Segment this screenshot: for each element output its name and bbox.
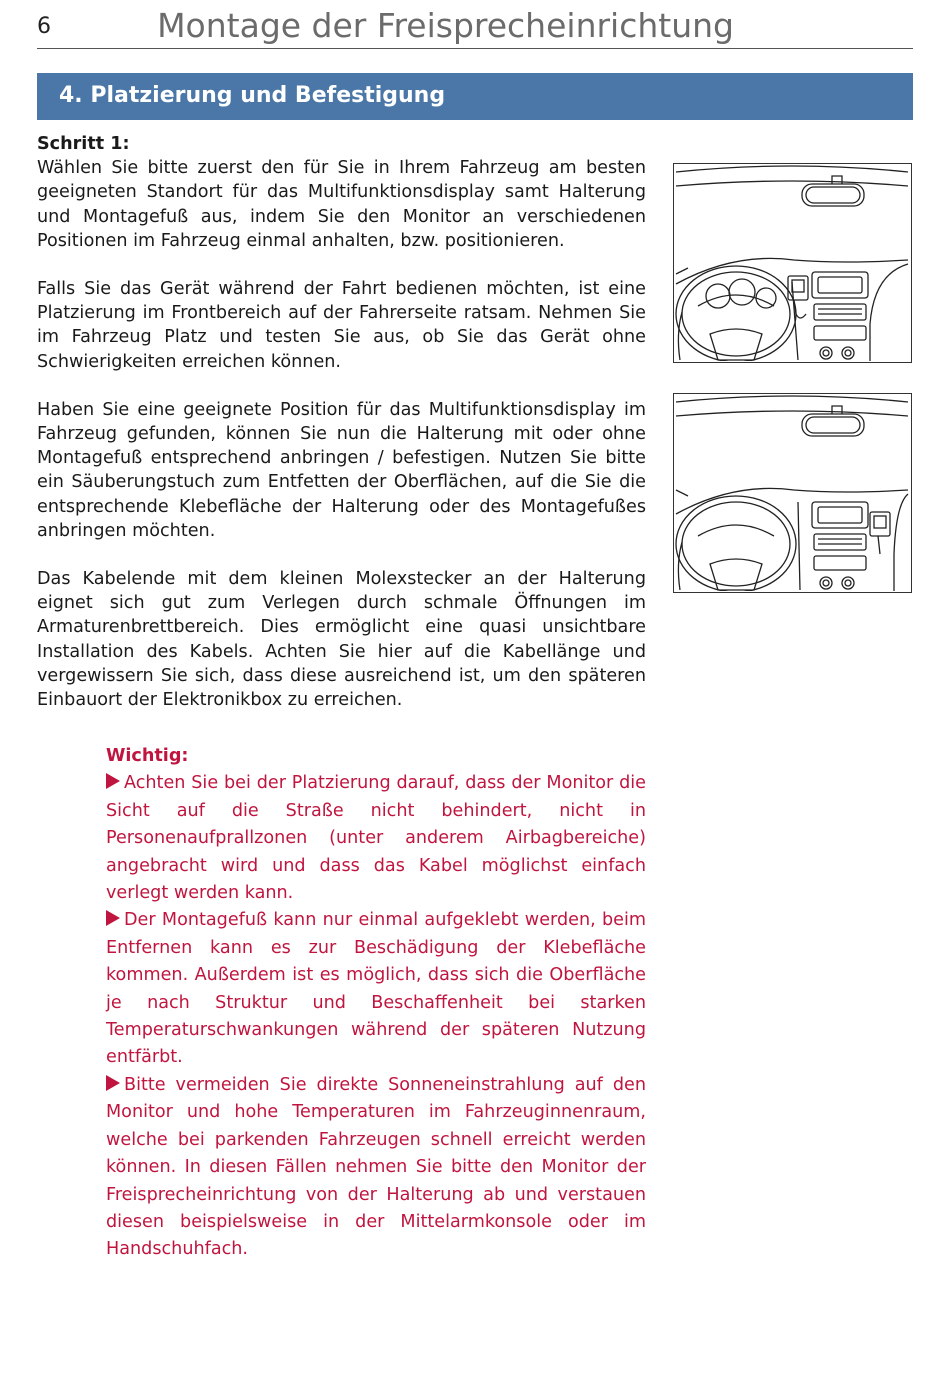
warning-title: Wichtig:: [106, 746, 189, 766]
warning-item-text: Achten Sie bei der Platzierung darauf, dass der Monitor die Sicht auf die Straße nicht behindert, nicht in Personenaufprallzonen (unter anderem Airbagbereiche) angebracht wird und dass das Kabel möglichst einfach verlegt werden kann.: [106, 773, 646, 904]
warning-box: [106, 743, 646, 1264]
warning-item: [106, 1072, 646, 1264]
warning-item-text: Der Montagefuß kann nur einmal aufgeklebt werden, beim Entfernen kann es zur Beschädigung der Klebefläche kommen. Außerdem ist es möglich, dass sich die Oberfläche je nach Struktur und Beschaffenheit bei starken Temperaturschwankungen während der späteren Nutzung entfärbt.: [106, 910, 646, 1068]
triangle-bullet-icon: [106, 1075, 120, 1091]
header-rule: [37, 48, 913, 49]
paragraph: Haben Sie eine geeignete Position für das Multifunktionsdisplay im Fahrzeug gefunden, können Sie nun die Halterung mit oder ohne Montagefuß entsprechend anbringen / befestigen. Nutzen Sie bitte ein Säuberungstuch zum Entfetten der Oberflächen, auf die Sie die entsprechende Klebefläche der Halterung oder des Montagefußes anbringen möchten.: [37, 399, 646, 541]
figure-dashboard-right-mount: [673, 393, 912, 593]
car-dashboard-illustration: [674, 394, 910, 591]
paragraph: Das Kabelende mit dem kleinen Molexstecker an der Halterung eignet sich gut zum Verlegen durch schmale Öffnungen im Armaturenbrettbereich. Dies ermöglicht eine quasi unsichtbare Installation des Kabels. Achten Sie hier auf die Kabellänge und vergewissern Sie sich, dass diese ausreichend ist, um den späteren Einbauort der Elektronikbox zu erreichen.: [37, 569, 646, 711]
chapter-title: Montage der Freisprecheinrichtung: [157, 6, 734, 45]
triangle-bullet-icon: [106, 773, 120, 789]
step-label: Schritt 1:: [37, 134, 130, 154]
section-title: 4. Platzierung und Befestigung: [59, 83, 446, 108]
body-text: [37, 132, 646, 736]
triangle-bullet-icon: [106, 910, 120, 926]
warning-item: [106, 770, 646, 907]
figure-dashboard-left-mount: [673, 163, 912, 363]
page-number: 6: [37, 14, 51, 39]
warning-item-text: Bitte vermeiden Sie direkte Sonneneinstrahlung auf den Monitor und hohe Temperaturen im Fahrzeuginnenraum, welche bei parkenden Fahrzeugen schnell erreicht werden können. In diesen Fällen nehmen Sie bitte den Monitor der Freisprecheinrichtung von der Halterung ab und verstauen diesen beispielsweise in der Mittelarmkonsole oder im Handschuhfach.: [106, 1074, 646, 1260]
car-dashboard-illustration: [674, 164, 910, 361]
section-header-bar: [37, 73, 913, 120]
paragraph: Falls Sie das Gerät während der Fahrt bedienen möchten, ist eine Platzierung im Frontbereich auf der Fahrerseite ratsam. Nehmen Sie im Fahrzeug Platz und testen Sie aus, ob Sie das Gerät ohne Schwierigkeiten erreichen können.: [37, 279, 646, 372]
paragraph: Wählen Sie bitte zuerst den für Sie in Ihrem Fahrzeug am besten geeigneten Standort für das Multifunktionsdisplay samt Halterung und Montagefuß aus, indem Sie den Monitor an verschiedenen Positionen im Fahrzeug einmal anhalten, bzw. positionieren.: [37, 158, 646, 251]
warning-item: [106, 907, 646, 1071]
